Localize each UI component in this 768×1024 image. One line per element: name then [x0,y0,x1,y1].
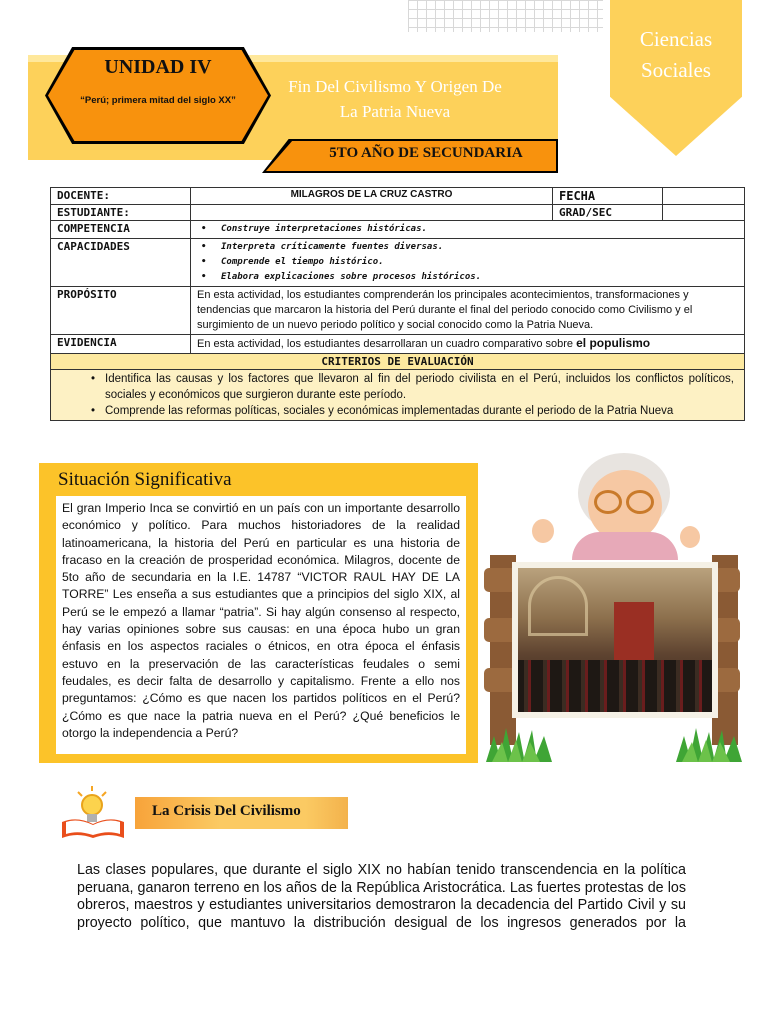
grass-icon [674,722,744,762]
glasses-right-icon [626,490,654,514]
page-title-line-1: Fin Del Civilismo Y Origen De [288,77,502,96]
competencia-label: COMPETENCIA [51,221,191,239]
situacion-text: El gran Imperio Inca se convirtió en un país con un importante desarrollo económico y político. Para muchos historiadores de la realidad latinoamericana, la historia del Perú en particular es una historia de fracaso en la creación de prosperidad económica. Milagros, docente de 5to año de secundaria en la I.E. 14787 “VICTOR RAUL HAY DE LA TORRE” Les enseña a sus estudiantes que a principios del siglo XIX, al Perú se le empezó a llamar “patria”. Si hay algún consenso al respecto, hay varias opiniones sobre sus causas: en una época hubo un gran énfasis en los aspectos raciales o étnicos, en otra época el énfasis estuvo en la preservación de las características feudales o semi feudales, es decir falta de desarrollo y capitalismo. Frente a ello nos preguntamos: ¿Cómo es que nacen los partidos políticos en el Perú? ¿Cómo es que nace la patria nueva en el Perú? ¿Qué beneficios le otorgo la independencia a Perú? [56,496,466,754]
paragraph-line: peruana, ganaron terreno en los años de la República Aristocrática. Las fuertes protestas de los [77,879,686,896]
unit-subtitle: “Perú; primera mitad del siglo XX” [80,95,236,106]
capacidad-item: • Elabora explicaciones sobre procesos históricos. [197,270,738,285]
capacidad-item: • Interpreta críticamente fuentes diversas. [197,240,738,255]
glasses-left-icon [594,490,622,514]
table-row [51,205,745,221]
estudiante-label: ESTUDIANTE: [51,205,191,221]
page-title [255,74,535,124]
docente-label: DOCENTE: [51,188,191,205]
subject-line-1: Ciencias [639,27,713,51]
fecha-field[interactable] [663,188,745,205]
table-row [51,370,745,421]
capacidad-item: • Comprende el tiempo histórico. [197,255,738,270]
criterio-item: • Identifica las causas y los factores que llevaron al fin del periodo civilista en el Perú, incluidos los conflictos políticos, sociales y económicos que surgieron durante este período. [57,371,738,403]
painting-arch [528,576,588,636]
evidencia-value: En esta actividad, los estudiantes desarrollaran un cuadro comparativo sobre [197,338,577,350]
grass-icon [484,722,554,762]
crisis-title: La Crisis Del Civilismo [152,803,301,819]
open-book-icon [60,816,126,840]
competencia-cell [191,221,745,239]
painting-image [518,568,712,712]
proposito-value: En esta actividad, los estudiantes comprenderán los principales acontecimientos, transformaciones y tendencias que marcaron la historia del Perú durante el final del periodo conocido como Civilismo y el surgimiento de un nuevo periodo político y social conocido como la Patria Nueva. [191,287,745,335]
situacion-title: Situación Significativa [58,469,232,490]
table-row [51,354,745,370]
paragraph-line: obreros, maestros y estudiantes universitarios demostraron la decadencia del Partido Civil y su [77,897,686,914]
gradsec-label: GRAD/SEC [553,205,663,221]
criterios-cell [51,370,745,421]
table-row [51,287,745,335]
painting-curtain [614,602,654,660]
grandma-hand-icon [532,519,554,543]
evidencia-cell [191,335,745,354]
evidencia-highlight: el populismo [576,336,651,350]
crisis-paragraph [77,862,686,932]
gradsec-field[interactable] [663,205,745,221]
page-title-line-2: La Patria Nueva [339,102,451,121]
competencia-value: • Construye interpretaciones históricas. [197,222,738,237]
grid-decoration [408,0,603,32]
info-table [50,187,745,421]
painting-crowd [518,660,712,712]
docente-value: MILAGROS DE LA CRUZ CASTRO [191,188,553,205]
historical-painting [512,562,718,718]
grandma-hand-icon [680,526,700,548]
paragraph-line: Las clases populares, que durante el siglo XIX no habían tenido transcendencia en la política [77,862,686,878]
table-row [51,221,745,239]
criterio-item: • Comprende las reformas políticas, sociales y económicas implementadas durante el periodo de la Patria Nueva [57,403,738,419]
grandma-body-illustration [572,532,678,560]
subject-line-2: Sociales [641,58,711,82]
proposito-label: PROPÓSITO [51,287,191,335]
fecha-label: FECHA [553,188,663,205]
grade-label: 5TO AÑO DE SECUNDARIA [329,145,523,161]
table-row [51,335,745,354]
estudiante-field[interactable] [191,205,553,221]
table-row [51,239,745,287]
capacidades-cell [191,239,745,287]
capacidades-label: CAPACIDADES [51,239,191,287]
paragraph-line: proyecto político, que mantuvo la distribución desigual de los ingresos generados por la [77,914,686,931]
unit-title: UNIDAD IV [104,56,212,78]
table-row [51,188,745,205]
criterios-heading: CRITERIOS DE EVALUACIÓN [51,354,745,370]
subject-label [610,24,742,86]
evidencia-label: EVIDENCIA [51,335,191,354]
